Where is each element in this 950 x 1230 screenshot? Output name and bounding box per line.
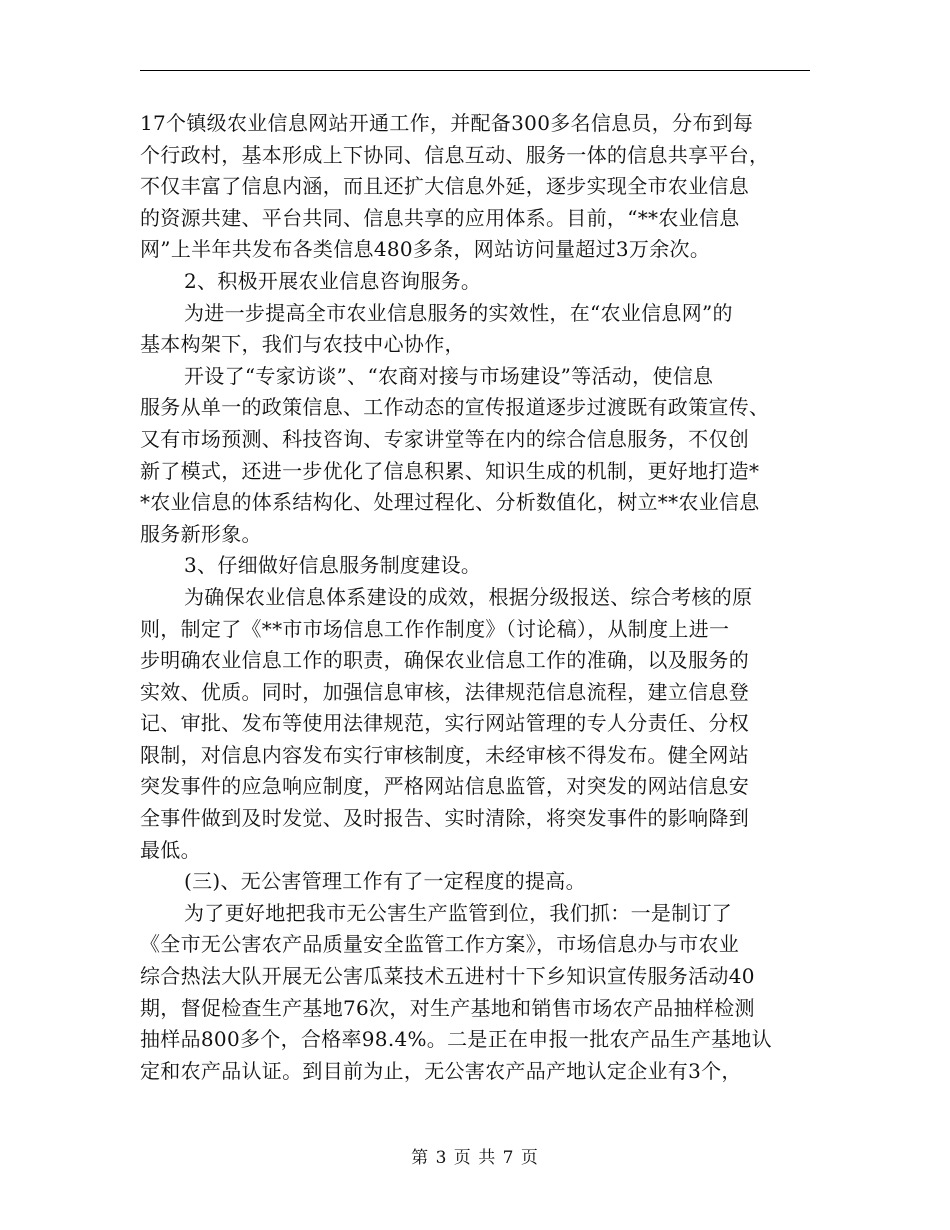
text-line: 基本构架下，我们与农技中心协作， <box>140 332 465 357</box>
text-line: 为确保农业信息体系建设的成效，根据分级报送、综合考核的原 <box>184 584 753 609</box>
text-line: 17个镇级农业信息网站开通工作，并配备300多名信息员，分布到每 <box>140 111 754 135</box>
text-line: 不仅丰富了信息内涵，而且还扩大信息外延，逐步实现全市农业信息 <box>140 174 749 199</box>
text-line: 实效、优质。同时，加强信息审核，法律规范信息流程，建立信息登 <box>140 679 749 704</box>
header-rule <box>140 70 810 71</box>
text-line: 开设了“专家访谈”、“农商对接与市场建设”等活动，使信息 <box>184 363 714 388</box>
text-line: 记、审批、发布等使用法律规范，实行网站管理的专人分责任、分权 <box>140 711 749 736</box>
text-line: 个行政村，基本形成上下协同、信息互动、服务一体的信息共享平台， <box>140 142 770 167</box>
text-line: 为了更好地把我市无公害生产监管到位，我们抓：一是制订了 <box>184 900 733 925</box>
text-line: 新了模式，还进一步优化了信息积累、知识生成的机制，更好地打造* <box>140 458 760 483</box>
text-line: 综合热法大队开展无公害瓜菜技术五进村十下乡知识宣传服务活动40 <box>140 964 755 989</box>
text-line: 3、仔细做好信息服务制度建设。 <box>184 553 482 578</box>
text-line: 《全市无公害农产品质量安全监管工作方案》，市场信息办与市农业 <box>140 932 739 957</box>
text-line: 突发事件的应急响应制度，严格网站信息监管，对突发的网站信息安 <box>140 774 749 799</box>
text-line: 为进一步提高全市农业信息服务的实效性，在“农业信息网”的 <box>184 300 733 325</box>
text-line: 定和农产品认证。到目前为止，无公害农产品产地认定企业有3个， <box>140 1058 742 1083</box>
text-line: 最低。 <box>140 837 201 862</box>
text-line: (三)、无公害管理工作有了一定程度的提高。 <box>184 869 586 894</box>
text-line: 服务新形象。 <box>140 521 262 546</box>
text-line: 服务从单一的政策信息、工作动态的宣传报道逐步过渡既有政策宣传、 <box>140 395 770 420</box>
text-line: 又有市场预测、科技咨询、专家讲堂等在内的综合信息服务，不仅创 <box>140 426 749 451</box>
text-line: 网”上半年共发布各类信息480多条，网站访问量超过3万余次。 <box>140 237 711 262</box>
page-footer: 第 3 页 共 7 页 <box>411 1148 539 1168</box>
text-line: *农业信息的体系结构化、处理过程化、分析数值化，树立**农业信息 <box>140 490 760 515</box>
text-line: 则，制定了《**市市场信息工作作制度》（讨论稿），从制度上进一 <box>140 616 730 641</box>
text-line: 的资源共建、平台共同、信息共享的应用体系。目前，“**农业信息 <box>140 205 740 230</box>
body-text <box>140 108 810 1087</box>
text-line: 2、积极开展农业信息咨询服务。 <box>184 268 482 293</box>
text-line: 限制，对信息内容发布实行审核制度，未经审核不得发布。健全网站 <box>140 742 749 767</box>
text-line: 全事件做到及时发觉、及时报告、实时清除，将突发事件的影响降到 <box>140 806 749 831</box>
text-line: 步明确农业信息工作的职责，确保农业信息工作的准确，以及服务的 <box>140 648 749 673</box>
text-line: 期，督促检查生产基地76次，对生产基地和销售市场农产品抽样检测 <box>140 995 755 1020</box>
text-line: 抽样品800多个，合格率98.4%。二是正在申报一批农产品生产基地认 <box>140 1027 772 1052</box>
